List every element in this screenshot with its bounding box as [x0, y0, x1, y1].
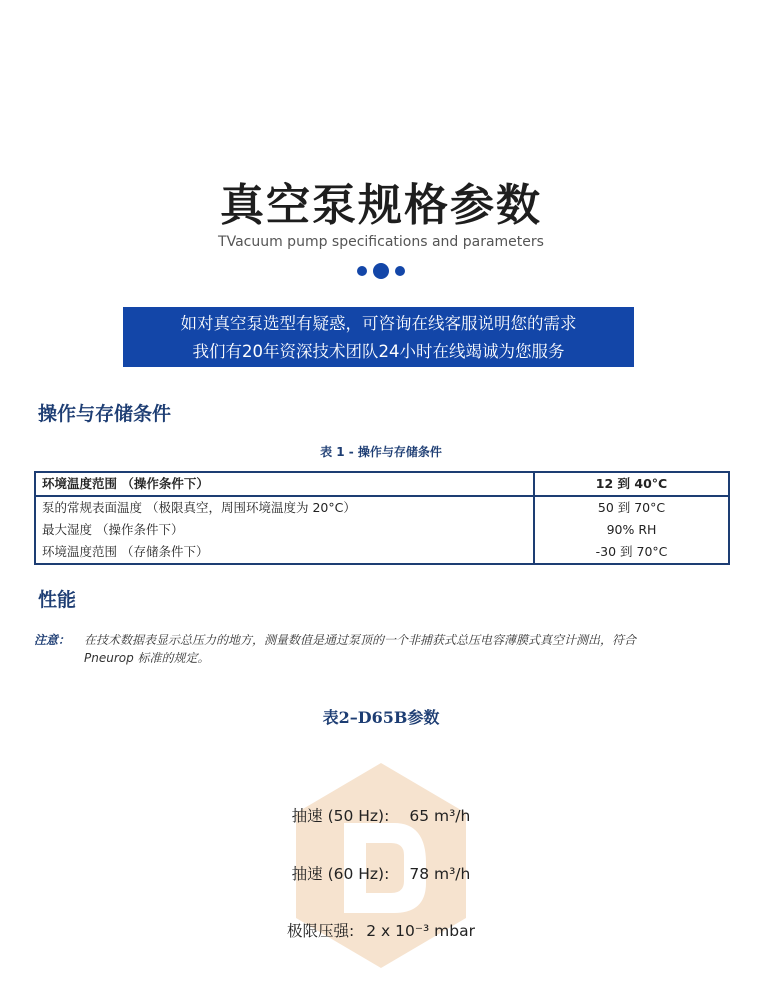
page-subtitle: TVacuum pump specifications and parameters	[218, 234, 544, 250]
spec-value: 78 m³/h	[409, 865, 471, 883]
spec-value: 2 x 10⁻³ mbar	[366, 922, 475, 940]
spec-line	[0, 864, 762, 884]
performance-note	[34, 631, 734, 667]
table-row	[35, 472, 729, 496]
row-value: -30 到 70°C	[534, 541, 729, 564]
spec-line	[0, 921, 762, 941]
contact-banner	[123, 307, 634, 367]
row-label: 最大湿度 （操作条件下）	[42, 522, 184, 537]
section-heading-conditions: 操作与存储条件	[38, 403, 172, 425]
row-value: 50 到 70°C	[534, 496, 729, 519]
section-heading-performance: 性能	[38, 589, 77, 611]
row-label: 环境温度范围 （操作条件下）	[35, 472, 534, 496]
row-label: 泵的常规表面温度 （极限真空，周围环境温度为 20°C）	[42, 500, 356, 515]
banner-line-2: 我们有20年资深技术团队24小时在线竭诚为您服务	[192, 342, 565, 361]
note-text-line-1: 在技术数据表显示总压力的地方，测量数值是通过泵顶的一个非捕获式总压电容薄膜式真空计测出，符合	[84, 633, 637, 647]
row-label: 环境温度范围 （存储条件下）	[42, 544, 209, 559]
table-row	[35, 519, 729, 541]
spec-label: 抽速 (60 Hz):	[291, 865, 390, 883]
table-caption: 表 1 - 操作与存储条件	[320, 445, 442, 459]
decorative-dots	[0, 261, 762, 281]
note-label: 注意：	[34, 633, 71, 647]
banner-line-1: 如对真空泵选型有疑惑，可咨询在线客服说明您的需求	[180, 314, 577, 333]
spec-label: 抽速 (50 Hz):	[291, 807, 390, 825]
conditions-table	[34, 471, 730, 565]
spec-value: 65 m³/h	[409, 807, 471, 825]
spec-line	[0, 806, 762, 826]
page-title: 真空泵规格参数	[220, 180, 542, 231]
row-value: 90% RH	[534, 519, 729, 541]
table-row	[35, 496, 729, 519]
note-text-line-2: Pneurop 标准的规定。	[84, 651, 210, 665]
dot-icon	[395, 266, 405, 276]
spec-label: 极限压强:	[287, 922, 355, 940]
table-row	[35, 541, 729, 564]
dot-icon	[373, 263, 389, 279]
row-value: 12 到 40°C	[534, 472, 729, 496]
dot-icon	[357, 266, 367, 276]
table2-title: 表2–D65B参数	[322, 708, 440, 727]
